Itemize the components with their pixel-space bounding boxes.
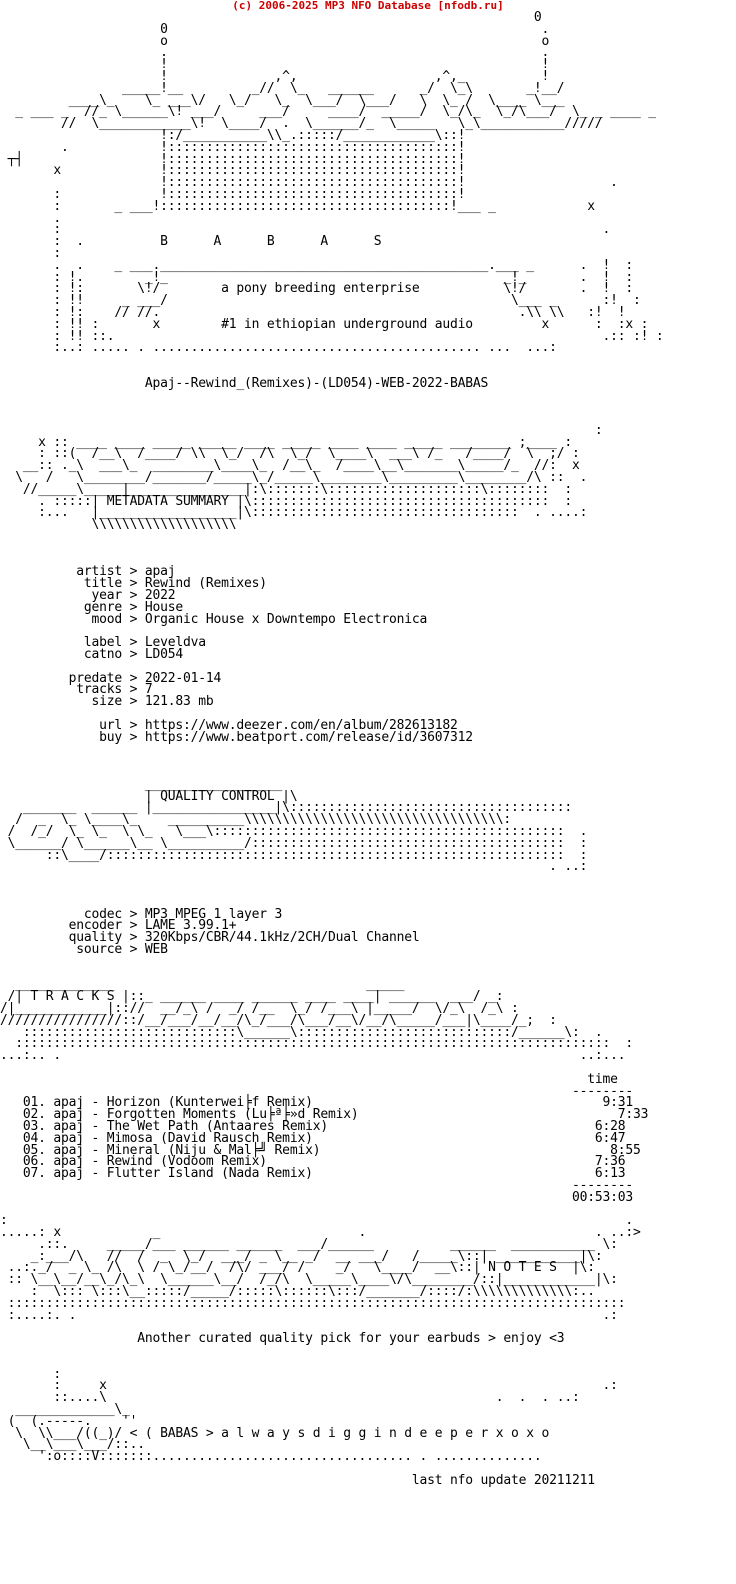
site-banner: (c) 2006-2025 MP3 NFO Database [nfodb.ru] — [232, 0, 504, 12]
nfo-text: 0 0 . o o . . ! ! ! ,^, ,^,_ ! _____!__ _// \_ ______ _/ \_\ _!__/ ____\_ \_ ___\/ \_/ \_ \___/ \___/ \ \_ / \____ \___ _ ___ _ //_ \______\! ___/ ___/ ____/ _____/ \_/\_ \_/\___/ \_ _ ____ _ // \____________\! \____/ . \______/_ \_____ \_\___________///// !:/___________\\_.:::::/____________\::! . !::::::::::::::::::::::::::::::::::::::! ┬┤ !::::::::::::::::::::::::::::::::::::::! x !::::::::::::::::::::::::::::::::::::::! !::::::::::::::::::::::::::::::::::::::! . : !::::::::::::::::::::::::::::::::::::::! : _ ___!::::::::::::::::::::::::::::::::::::::!___ _ x . : . : . B A B A S : . . _ ___.___________________________________________.___ _ . ! : : !. _!_ _!_ . ! : : !: \!/ a pony breeding enterprise \!/ . ! : : !! _ ___/ \___ _ :! : : !: // //. .\\ \\ :! ! : !! : x #1 in ethiopian underground audio x : :x : : !! ::. .:: :! : :..: ..... . ........................................... ... ...: Apaj--Rewind_(Remixes)-(LD054)-WEB-2022-BABAS : x :: ____ ____ _____ _____ ____ _____ ____ ____ _____ ________ ;____ : : ::( /__\ /____/ \\ \_/ /\ \_/ \____\ ___\ /_ /____/ \ ;/ : __:: ._\ ___\_ ________\____\_ /__\_ /____\__\_______\_____/_ //: x \ / \________/_______/_____\_/_____\________\_________\________/\ :: . //_____\_____|_______________|:\:::::::\::::::::::::::::::::\:::::::: : . :::::| METADATA SUMMARY |\::::::::::::::::::::::::::::::::::::::: : :... |__________________|\::::::::::::::::::::::::::::::::::: . ....: \\\\\\\\\\\\\\\\\\\ artist > apaj title > Rewind (Remixes) year > 2022 genre > House mood > Organic House x Downtempo Electronica label > Leveldva catno > LD054 predate > 2022-01-14 tracks > 7 size > 121.83 mb url > https://www.deezer.com/en/album/282613182 buy > https://www.beatport.com/release/id/3607312 __________________ | QUALITY CONTROL |\ _______ ______ |________________|\::::::::::::::::::::::::::::::::::::: / _ \_ \____\_ __________\\\\\\\\\\\\\\\\\\\\\\\\\\\\\\\\\\: / /_/ \_ \_ \ \_ \___\:::::::::::::::::::::::::::::::::::::::::::::: . \______/ \______\__ \__________/::::::::::::::::::::::::::::::::::::::::: : ::\____/:::::::::::::::::::::::::::::::::::::::::::::::::::::::::::: : . ..: codec > MP3 MPEG 1 layer 3 encoder > LAME 3.99.1+ quality > 320Kbps/CBR/44.1kHz/2CH/Dual Channel source > WEB _____________ _____ /| T R A C K S |::_ ______ ____ ______ ____ ____| ______ ___/ _: /|____________|::// __/_\ / _/ /__ \_/ /___\ |_____/ \/_\ /_\ : ////////////////::/__/___/__/__/\_/___/\___/__\/__/\_____/___|\____/_; : ::::::::::::::::::::::::::::\______\::::::::::::::::::::::::::::/______\: . :::::::::::::::::::::::::::::::::::::::::::::::::::::::::::::::::::::::::::::: : ...:.. . ..:... time -------- 01. apaj - Horizon (Kunterwei╞f Remix) 9:31 02. apaj - Forgotten Moments (Lu╞ª╞»d Remix) 7:33 03. apaj - The Wet Path (Antaares Remix) 6:28 04. apaj - Mimosa (David Rausch Remix) 6:47 05. apaj - Mineral (Niju & Mal╞╝ Remix) 8:55 06. apaj - Rewind (Vodoom Remix) 7:36 07. apaj - Flutter Island (Nada Remix) 6:13 -------- 00:53:03 : . .....: x _ . . ..:> .::. _____/___ ______ ______ ___/______ ______ ___________ \: _:___/\ // / _ \_/ ___/ _ \__ _/ __ ___/ /_____\::| ___________|\: ..:._/ _ \_ /\ \ / \_/__/ /\/ ___/ / _/ \____/ __\::| N O T E S |\: :: \__\__/__\_/\_\ \______\__/ /_/\ \_____\____\/\________/::|____________|\: : \::: \:::\__:::::/_____/:::::\::::::\:::/_______/::::/:\\\\\\\\\\\\\:.. ::::::::::::::::::::::::::::::::::::::::::::::::::::::::::::::::::::::::::::::::: :....:. . .: Another curated quality pick for your earbuds > enjoy <3 : : x .: ::....\ . . . ..: _____________\_ ( (.-----. '' \ \\___/((_)/ < ( BABAS > a l w a y s d i g g i n d e e p e r x o x o \__\___\___/::.. ':o::::V:::::::.................................. . .............. last nfo update 20211211 — [0, 10, 664, 1488]
